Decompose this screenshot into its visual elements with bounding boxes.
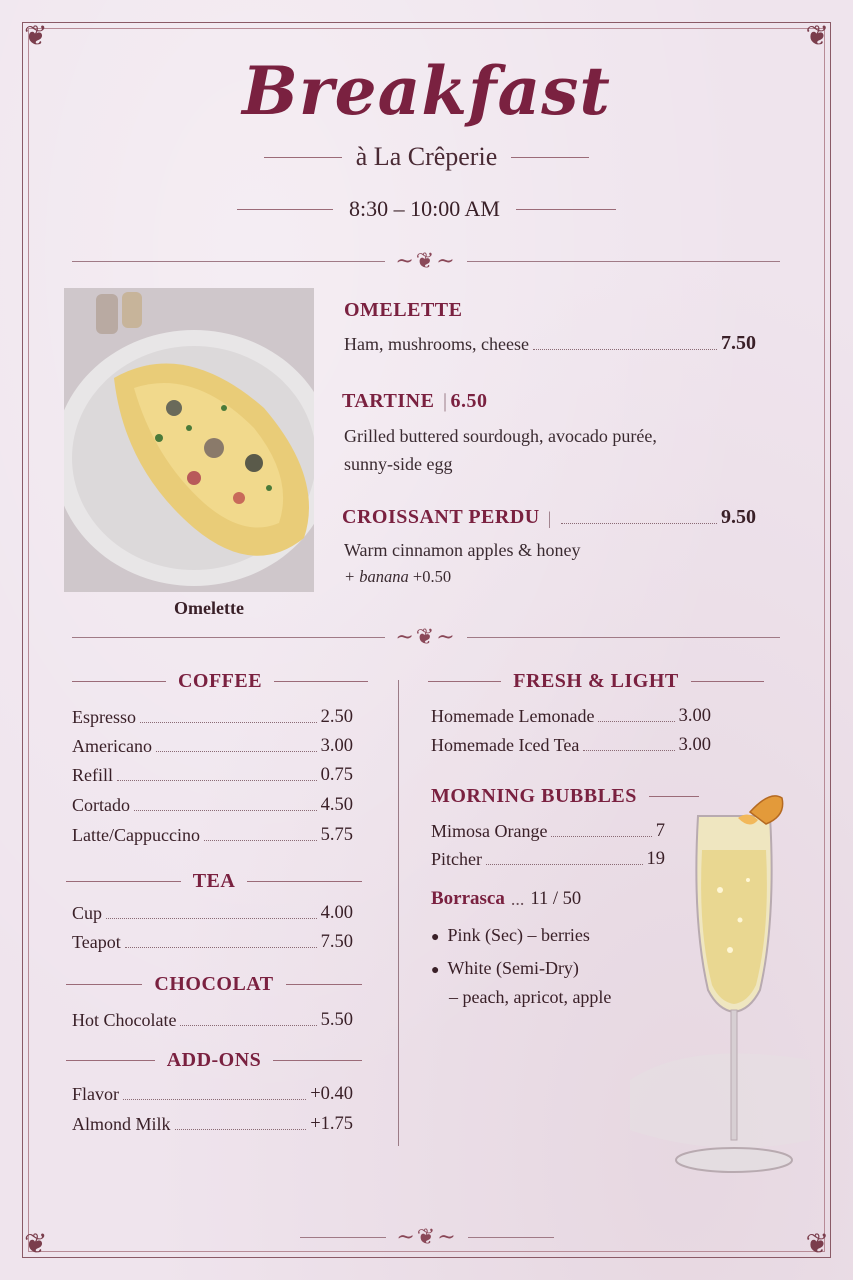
- item-name: Mimosa Orange: [431, 821, 548, 841]
- option-text: Pink (Sec) – berries: [447, 925, 590, 945]
- separator-bar: |: [547, 508, 552, 528]
- photo-caption: Omelette: [174, 598, 244, 618]
- flourish-icon: ~❦~: [395, 624, 457, 650]
- item-price: 2.50: [320, 707, 353, 727]
- addons-heading-label: ADD-ONS: [166, 1049, 262, 1071]
- croissant-title: CROISSANT PERDU: [342, 506, 540, 528]
- item-price: 5.50: [320, 1010, 353, 1030]
- item-name: Cup: [72, 903, 103, 923]
- addon-item: [72, 1084, 353, 1105]
- coffee-heading-label: COFFEE: [177, 670, 263, 692]
- item-price: +1.75: [310, 1114, 353, 1134]
- fresh-heading: [428, 670, 764, 693]
- hours-row: [0, 196, 853, 222]
- borrasca-line: [431, 888, 621, 910]
- item-name: Hot Chocolate: [72, 1010, 177, 1030]
- menu-title: Breakfast: [242, 52, 611, 130]
- flourish-icon: ~❦~: [396, 1224, 458, 1250]
- item-name: Flavor: [72, 1084, 119, 1104]
- ornament-divider: [72, 622, 780, 652]
- coffee-item: [72, 795, 353, 816]
- item-name: Espresso: [72, 707, 136, 727]
- item-name: Homemade Iced Tea: [431, 735, 580, 755]
- croissant-line: [342, 506, 756, 529]
- bubbles-heading-label: MORNING BUBBLES: [431, 785, 637, 807]
- coffee-item: [72, 736, 353, 757]
- tea-item: [72, 932, 353, 953]
- item-name: Teapot: [72, 932, 121, 952]
- chocolat-item: [72, 1010, 353, 1031]
- item-price: +0.40: [310, 1084, 353, 1104]
- leader-dots: [561, 523, 717, 524]
- subtitle-row: [0, 142, 853, 172]
- item-price: 4.00: [320, 903, 353, 923]
- item-price: 5.75: [320, 825, 353, 845]
- option-text: White (Semi-Dry): [447, 958, 579, 978]
- item-price: 7.50: [320, 932, 353, 952]
- item-name: Homemade Lemonade: [431, 706, 595, 726]
- divider-line: [516, 209, 616, 210]
- croissant-addon: [344, 563, 451, 591]
- coffee-item: [72, 707, 353, 728]
- flourish-icon: ~❦~: [395, 248, 457, 274]
- fresh-heading-label: FRESH & LIGHT: [513, 670, 679, 692]
- separator-bar: |: [442, 390, 448, 412]
- leader-dots: [533, 349, 717, 350]
- corner-flourish-icon: ❦: [24, 19, 48, 52]
- item-price: 3.00: [320, 736, 353, 756]
- item-name: Latte/Cappuccino: [72, 825, 200, 845]
- service-hours: 8:30 – 10:00 AM: [349, 196, 500, 221]
- tartine-heading: [342, 390, 487, 413]
- omelette-price: 7.50: [721, 332, 756, 354]
- column-divider: [398, 680, 399, 1146]
- tartine-price: 6.50: [450, 390, 488, 412]
- corner-flourish-icon: ❦: [805, 19, 829, 52]
- tea-heading: [66, 870, 362, 893]
- addon-name: + banana: [344, 567, 409, 586]
- bottom-ornament: [300, 1222, 554, 1252]
- addons-heading: [66, 1049, 362, 1072]
- addon-price: +0.50: [412, 567, 452, 586]
- item-price: 3.00: [678, 735, 711, 755]
- addon-item: [72, 1114, 353, 1135]
- omelette-description: Ham, mushrooms, cheese: [344, 334, 529, 354]
- tartine-title: TARTINE: [342, 390, 435, 412]
- tea-item: [72, 903, 353, 924]
- item-price: 0.75: [320, 765, 353, 785]
- tartine-desc-line: Grilled buttered sourdough, avocado purée,: [344, 426, 657, 446]
- tartine-description: [344, 422, 657, 478]
- item-name: Americano: [72, 736, 152, 756]
- item-name: Cortado: [72, 795, 130, 815]
- leader-dots: ...: [510, 889, 525, 909]
- borrasca-name: Borrasca: [431, 888, 505, 909]
- croissant-price: 9.50: [721, 506, 756, 528]
- champagne-glass-illustration: [610, 780, 820, 1200]
- item-name: Refill: [72, 765, 113, 785]
- item-name: Almond Milk: [72, 1114, 171, 1134]
- bullet-icon: ●: [431, 930, 440, 945]
- item-name: Pitcher: [431, 849, 482, 869]
- omelette-title: OMELETTE: [344, 299, 463, 321]
- bullet-icon: ●: [431, 963, 440, 978]
- item-price: 3.00: [678, 706, 711, 726]
- ornament-divider: [72, 246, 780, 276]
- tea-heading-label: TEA: [192, 870, 236, 892]
- borrasca-option: [431, 920, 590, 953]
- tartine-desc-line: sunny-side egg: [344, 454, 453, 474]
- coffee-heading: [72, 670, 368, 693]
- item-price: 4.50: [320, 795, 353, 815]
- corner-flourish-icon: ❦: [805, 1227, 829, 1260]
- item-price: 7: [655, 821, 665, 841]
- divider-line: [237, 209, 333, 210]
- coffee-item: [72, 825, 353, 846]
- divider-line: [511, 157, 589, 158]
- omelette-line: [344, 332, 756, 355]
- borrasca-option-detail: – peach, apricot, apple: [449, 987, 612, 1007]
- omelette-photo: [64, 288, 314, 592]
- fresh-item: [431, 735, 711, 756]
- restaurant-name: à La Crêperie: [355, 142, 498, 171]
- croissant-description: Warm cinnamon apples & honey: [344, 540, 581, 560]
- coffee-item: [72, 765, 353, 786]
- chocolat-heading: [66, 973, 362, 996]
- divider-line: [264, 157, 342, 158]
- corner-flourish-icon: ❦: [24, 1227, 48, 1260]
- chocolat-heading-label: CHOCOLAT: [154, 973, 274, 995]
- item-price: 19: [646, 849, 665, 869]
- borrasca-price: 11 / 50: [530, 889, 582, 909]
- fresh-item: [431, 706, 711, 727]
